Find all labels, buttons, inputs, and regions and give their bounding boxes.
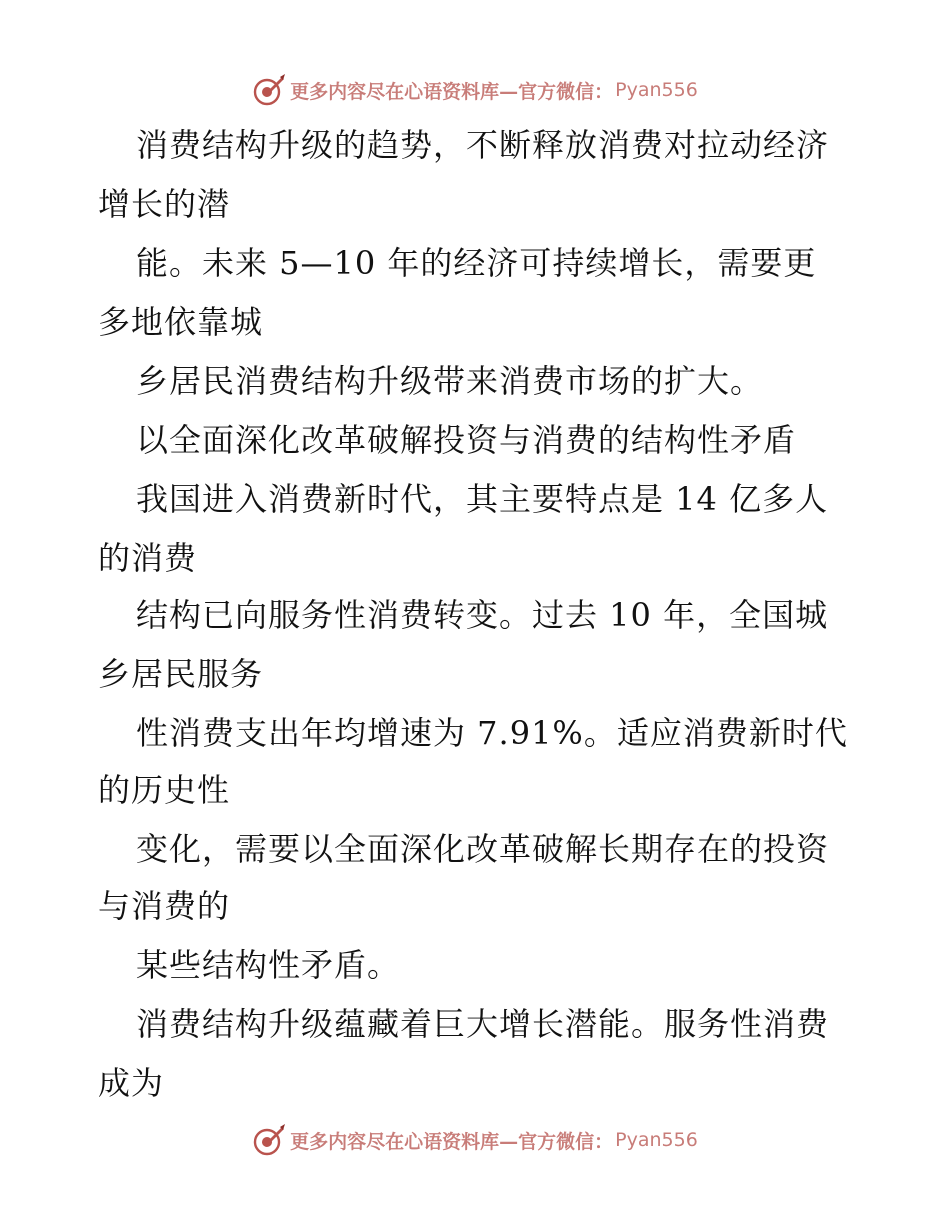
text-line: 我国进入消费新时代，其主要特点是 14 亿多人 xyxy=(136,480,829,518)
text-line: 以全面深化改革破解投资与消费的结构性矛盾 xyxy=(136,421,797,459)
text-line: 乡居民服务 xyxy=(98,655,264,693)
banner-wechat-id: Pyan556 xyxy=(615,79,698,101)
banner-text: 更多内容尽在心语资料库—官方微信： xyxy=(290,80,614,103)
text-line: 乡居民消费结构升级带来消费市场的扩大。 xyxy=(136,362,764,400)
text-line: 的消费 xyxy=(98,539,198,577)
footer-watermark-banner xyxy=(0,1122,950,1158)
banner-wechat-id: Pyan556 xyxy=(615,1129,698,1151)
text-line: 与消费的 xyxy=(98,887,231,925)
banner-text: 更多内容尽在心语资料库—官方微信： xyxy=(290,1130,614,1153)
text-line: 成为 xyxy=(98,1064,165,1102)
text-line: 多地依靠城 xyxy=(98,303,264,341)
text-line: 能。未来 5—10 年的经济可持续增长，需要更 xyxy=(136,244,817,282)
text-line: 某些结构性矛盾。 xyxy=(136,946,401,984)
text-line: 消费结构升级蕴藏着巨大增长潜能。服务性消费 xyxy=(136,1005,830,1043)
text-line: 增长的潜 xyxy=(98,185,231,223)
quill-pen-logo-icon xyxy=(252,73,286,107)
text-line: 结构已向服务性消费转变。过去 10 年，全国城 xyxy=(136,596,829,634)
text-line: 的历史性 xyxy=(98,771,231,809)
text-line: 消费结构升级的趋势，不断释放消费对拉动经济 xyxy=(136,126,830,164)
header-watermark-banner xyxy=(0,72,950,108)
text-line: 变化，需要以全面深化改革破解长期存在的投资 xyxy=(136,830,830,868)
text-line: 性消费支出年均增速为 7.91%。适应消费新时代 xyxy=(136,714,848,752)
quill-pen-logo-icon xyxy=(252,1123,286,1157)
